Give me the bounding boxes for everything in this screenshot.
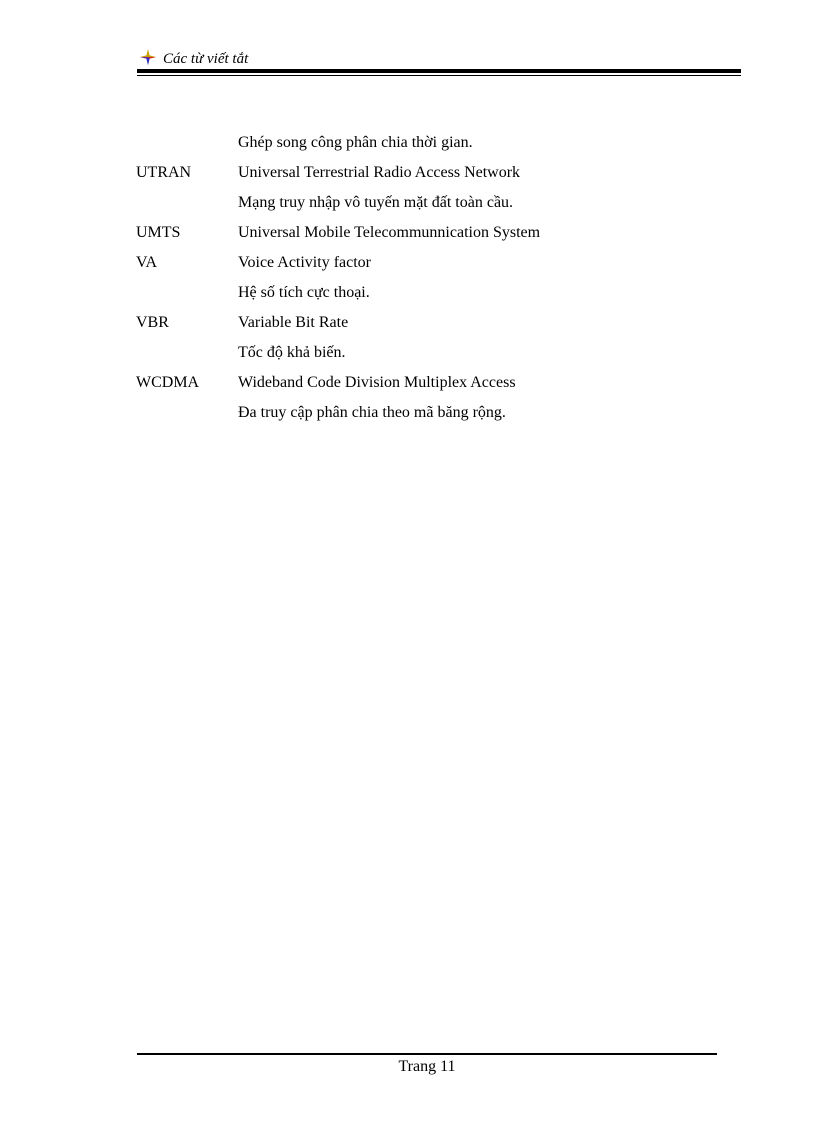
abbreviation-row <box>136 251 716 281</box>
header-rule-thick <box>137 69 741 73</box>
abbreviation-row <box>136 371 716 401</box>
abbreviation-term: WCDMA <box>136 374 200 391</box>
abbreviation-definition: Universal Terrestrial Radio Access Network <box>238 164 521 181</box>
abbreviation-definition: Đa truy cập phân chia theo mã băng rộng. <box>238 404 506 421</box>
abbreviation-definition: Ghép song công phân chia thời gian. <box>238 134 473 151</box>
abbreviation-definition: Universal Mobile Telecommunnication System <box>238 224 541 241</box>
header-rule-thin <box>137 75 741 76</box>
footer-rule <box>137 1053 717 1055</box>
abbreviation-definition: Variable Bit Rate <box>238 314 349 331</box>
abbreviation-row <box>136 191 716 221</box>
abbreviation-term: UTRAN <box>136 164 192 181</box>
abbreviation-term: UMTS <box>136 224 181 241</box>
abbreviation-row <box>136 221 716 251</box>
abbreviation-definition: Voice Activity factor <box>238 254 371 271</box>
abbreviation-definition: Hệ số tích cực thoại. <box>238 284 370 301</box>
abbreviation-definition: Tốc độ khả biến. <box>238 344 346 361</box>
abbreviation-row <box>136 401 716 431</box>
abbreviation-row <box>136 281 716 311</box>
abbreviation-term: VA <box>136 254 158 271</box>
abbreviation-row <box>136 311 716 341</box>
abbreviation-list <box>136 131 716 431</box>
abbreviation-row <box>136 341 716 371</box>
header-title: Các từ viết tắt <box>163 51 249 67</box>
page-number: Trang 11 <box>398 1058 456 1075</box>
abbreviation-term: VBR <box>136 314 169 331</box>
abbreviation-definition: Mạng truy nhập vô tuyến mặt đất toàn cầu. <box>238 194 514 211</box>
abbreviation-row <box>136 161 716 191</box>
abbreviation-row <box>136 131 716 161</box>
abbreviation-definition: Wideband Code Division Multiplex Access <box>238 374 516 391</box>
four-point-star-icon <box>140 49 156 65</box>
page-header <box>137 46 741 78</box>
